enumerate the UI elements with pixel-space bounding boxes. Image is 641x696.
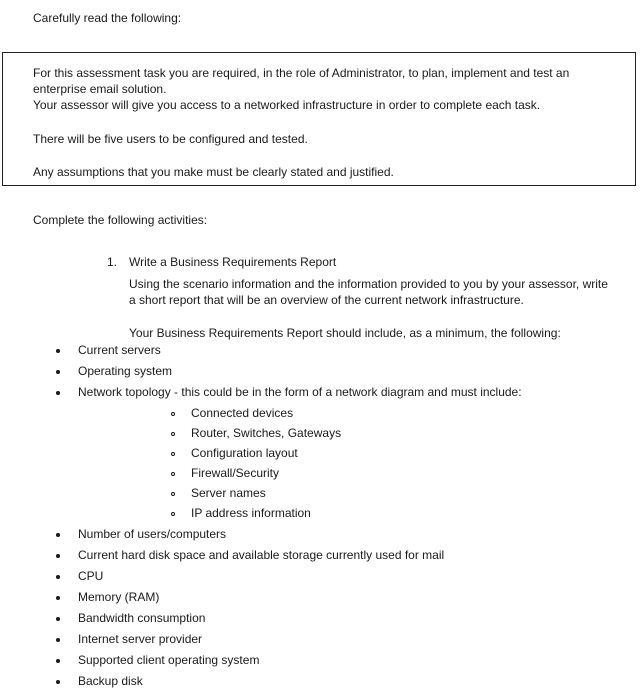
list-item: Bandwidth consumption: [78, 611, 206, 625]
bullet-icon: [56, 680, 60, 684]
bullet-icon: [56, 617, 60, 621]
circle-bullet-icon: [171, 512, 175, 516]
bullet-icon: [56, 659, 60, 663]
list-item: Memory (RAM): [78, 590, 160, 604]
sub-list-item: Router, Switches, Gateways: [191, 426, 342, 440]
bullet-icon: [56, 554, 60, 558]
bullet-icon: [56, 349, 60, 353]
activity-title: Write a Business Requirements Report: [129, 255, 337, 269]
sub-list-item: Connected devices: [191, 406, 294, 420]
activity-desc-line-1: Using the scenario information and the information provided to you by your assessor, write: [129, 277, 608, 291]
bullet-icon: [56, 370, 60, 374]
circle-bullet-icon: [171, 492, 175, 496]
box-line-5: Any assumptions that you make must be clearly stated and justified.: [33, 165, 394, 179]
bullet-icon: [56, 596, 60, 600]
list-item: CPU: [78, 569, 104, 583]
list-item: Internet server provider: [78, 632, 203, 646]
circle-bullet-icon: [171, 412, 175, 416]
list-item: Backup disk: [78, 674, 143, 688]
list-item: Network topology - this could be in the form of a network diagram and must include:: [78, 385, 522, 399]
circle-bullet-icon: [171, 452, 175, 456]
list-item: Number of users/computers: [78, 527, 227, 541]
box-line-1: For this assessment task you are required, in the role of Administrator, to plan, implement and test an: [33, 66, 570, 80]
sub-list-item: IP address information: [191, 506, 311, 520]
list-item: Current servers: [78, 343, 161, 357]
bullet-icon: [56, 638, 60, 642]
circle-bullet-icon: [171, 432, 175, 436]
activity-include-line: Your Business Requirements Report should include, as a minimum, the following:: [129, 326, 561, 340]
circle-bullet-icon: [171, 472, 175, 476]
sub-list-item: Configuration layout: [191, 446, 298, 460]
box-line-3: Your assessor will give you access to a networked infrastructure in order to complete each task.: [33, 98, 541, 112]
list-item: Operating system: [78, 364, 173, 378]
sub-list-item: Server names: [191, 486, 266, 500]
intro-text: Carefully read the following:: [33, 11, 182, 25]
box-line-4: There will be five users to be configured and tested.: [33, 132, 308, 146]
box-line-2: enterprise email solution.: [33, 82, 167, 96]
list-item: Supported client operating system: [78, 653, 260, 667]
activity-desc-line-2: a short report that will be an overview of the current network infrastructure.: [129, 293, 524, 307]
list-item: Current hard disk space and available storage currently used for mail: [78, 548, 445, 562]
sub-list-item: Firewall/Security: [191, 466, 280, 480]
bullet-icon: [56, 391, 60, 395]
activities-heading: Complete the following activities:: [33, 213, 208, 227]
activity-number: 1.: [107, 255, 118, 269]
bullet-icon: [56, 575, 60, 579]
bullet-icon: [56, 533, 60, 537]
